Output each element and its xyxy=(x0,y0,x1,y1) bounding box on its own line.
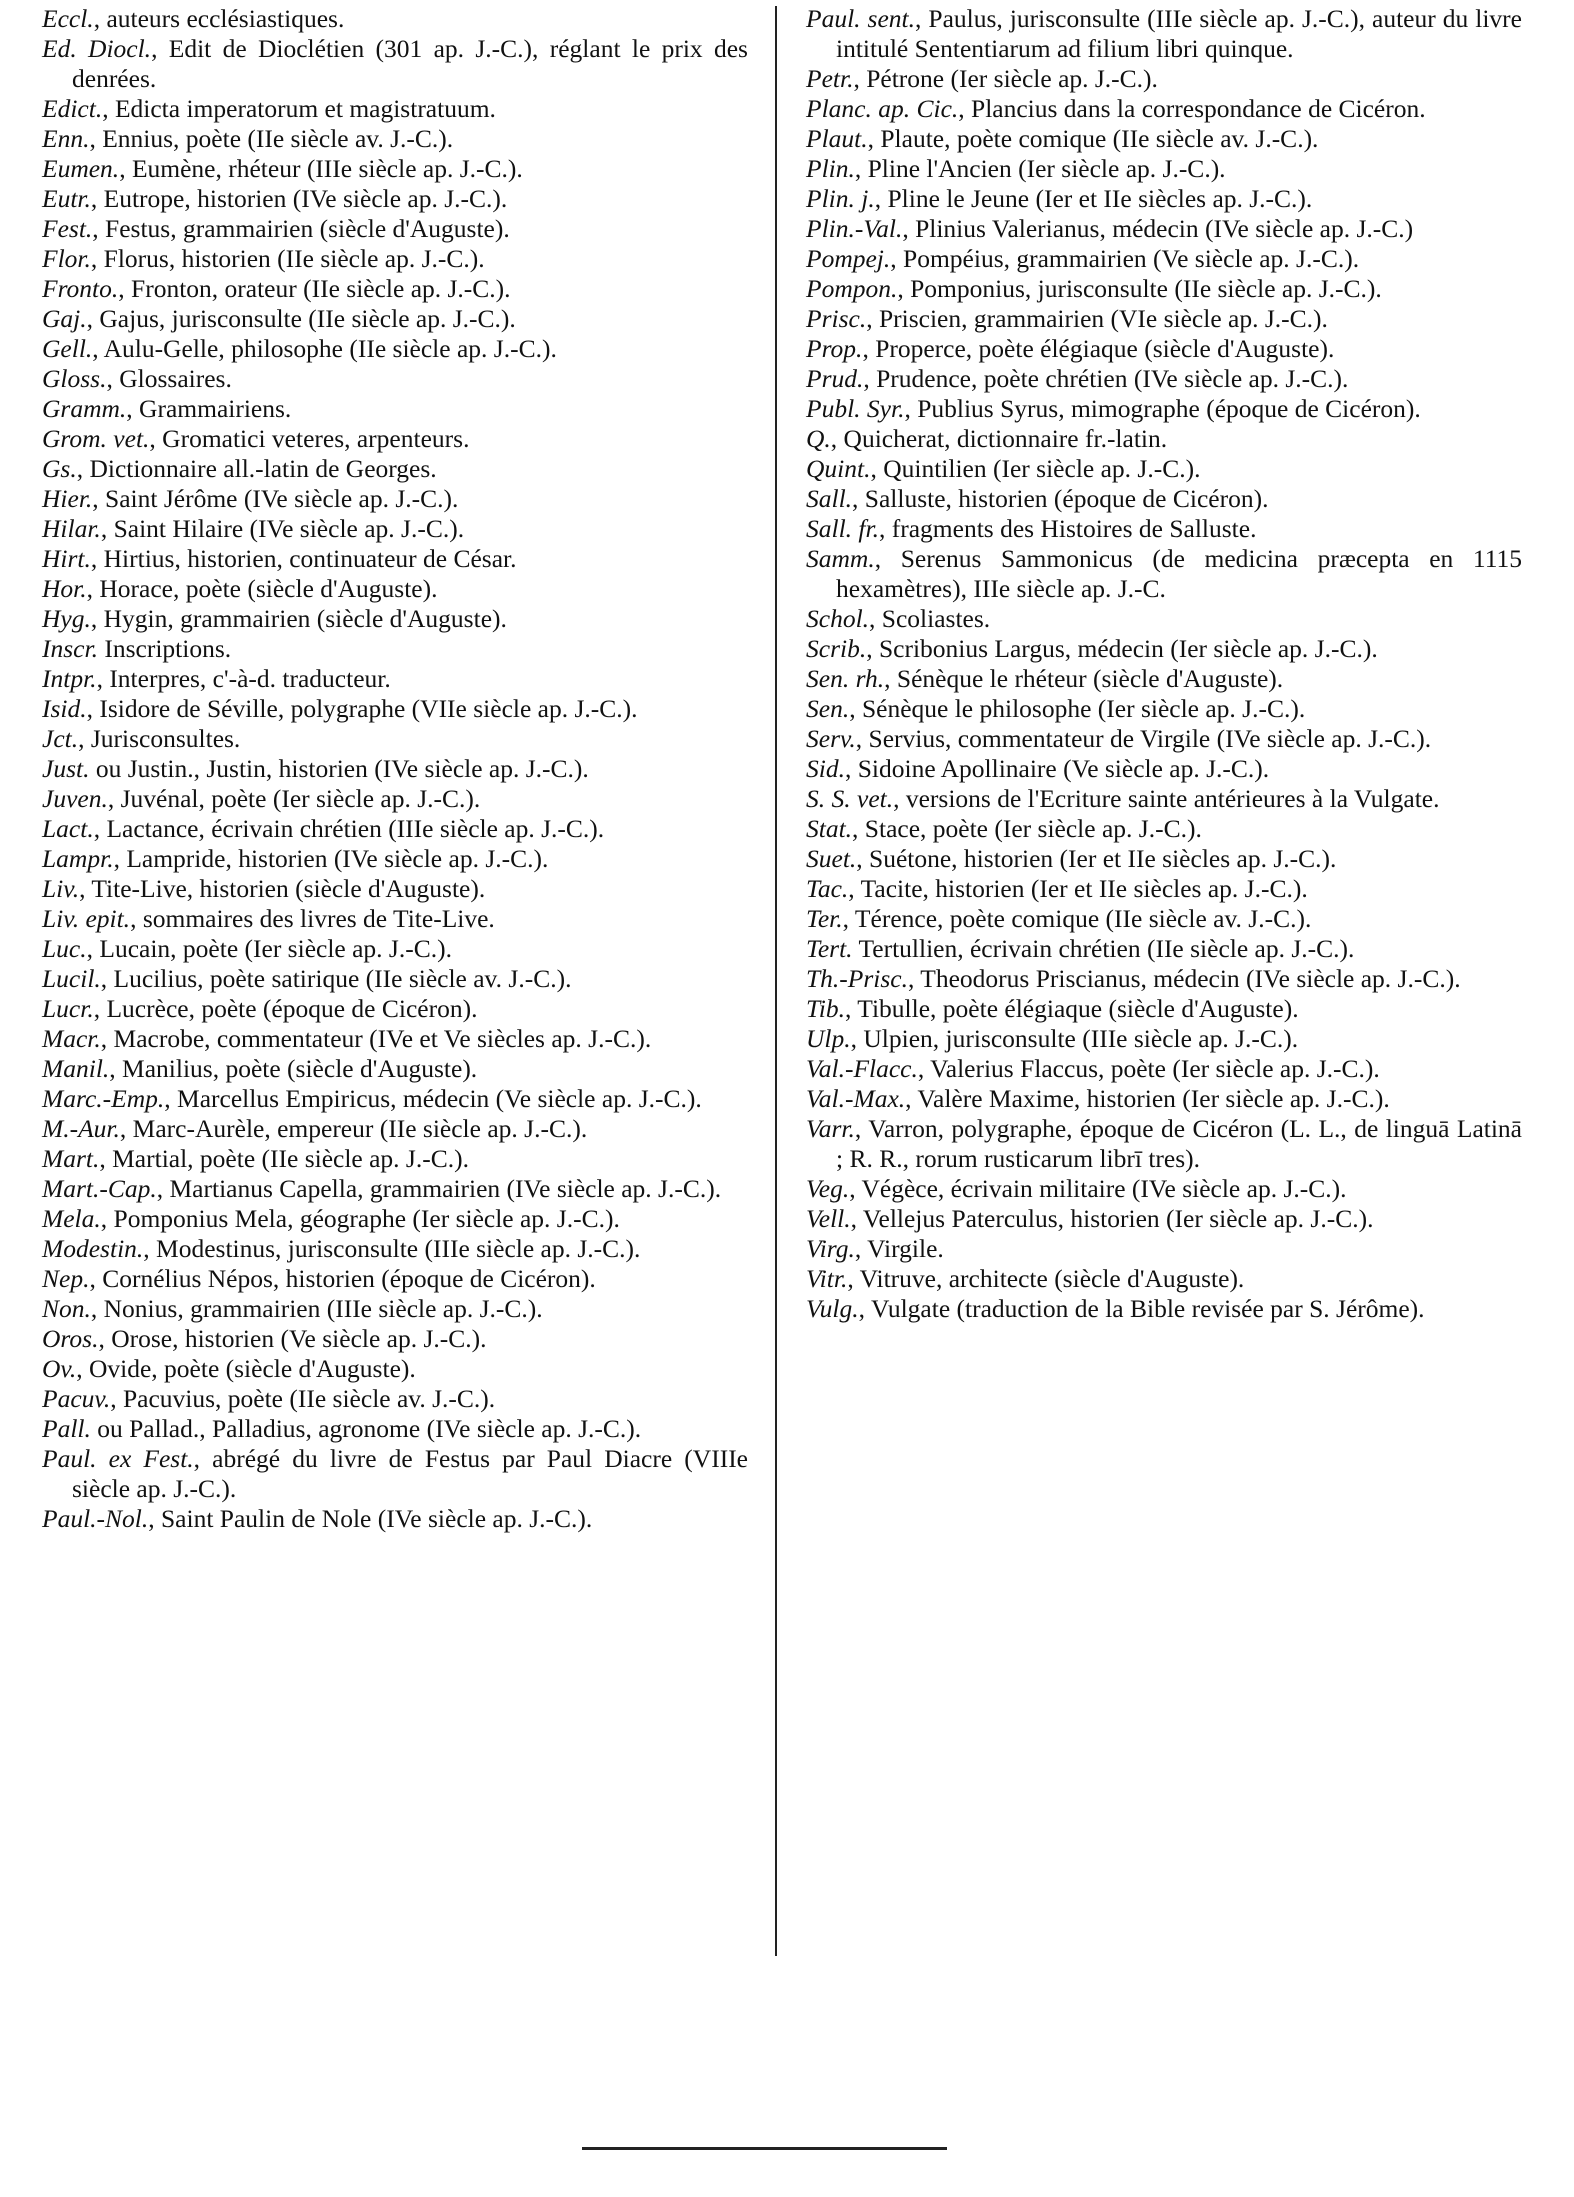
abbreviation: Paul.-Nol. xyxy=(42,1504,149,1533)
left-column xyxy=(42,4,748,1534)
definition: , Saint Paulin de Nole (IVe siècle ap. J.-C.). xyxy=(148,1504,593,1533)
abbreviation: Pompej. xyxy=(806,244,891,273)
definition: , Virgile. xyxy=(854,1234,944,1263)
definition: , Aulu-Gelle, philosophe (IIe siècle ap. J.-C.). xyxy=(92,334,557,363)
abbreviation: Liv. xyxy=(42,874,80,903)
abbreviation-entry xyxy=(42,124,748,154)
definition: , Grammairiens. xyxy=(126,394,292,423)
abbreviation: Jct. xyxy=(42,724,79,753)
definition: , Pacuvius, poète (IIe siècle av. J.-C.). xyxy=(110,1384,496,1413)
abbreviation-entry xyxy=(42,184,748,214)
abbreviation-entry xyxy=(42,1354,748,1384)
abbreviation-entry xyxy=(806,124,1522,154)
definition: , Ovide, poète (siècle d'Auguste). xyxy=(76,1354,416,1383)
abbreviation: Luc. xyxy=(42,934,87,963)
abbreviation-entry xyxy=(42,1294,748,1324)
abbreviation: Gell. xyxy=(42,334,93,363)
abbreviation-entry xyxy=(806,844,1522,874)
definition: Tertullien, écrivain chrétien (IIe siècle ap. J.-C.). xyxy=(852,934,1355,963)
abbreviation-entry xyxy=(806,1024,1522,1054)
abbreviation: Sall. fr. xyxy=(806,514,879,543)
definition: , Manilius, poète (siècle d'Auguste). xyxy=(109,1054,478,1083)
abbreviation-entry xyxy=(42,1264,748,1294)
abbreviation: Ter. xyxy=(806,904,843,933)
definition: , Theodorus Priscianus, médecin (IVe siècle ap. J.-C.). xyxy=(908,964,1461,993)
definition: , Priscien, grammairien (VIe siècle ap. J.-C.). xyxy=(866,304,1328,333)
definition: , Plaute, poète comique (IIe siècle av. J.-C.). xyxy=(867,124,1319,153)
definition: , Ennius, poète (IIe siècle av. J.-C.). xyxy=(89,124,454,153)
definition: , Prudence, poète chrétien (IVe siècle ap. J.-C.). xyxy=(863,364,1349,393)
abbreviation: Vulg. xyxy=(806,1294,859,1323)
abbreviation: Pompon. xyxy=(806,274,898,303)
abbreviation-entry xyxy=(806,394,1522,424)
abbreviation: Mela. xyxy=(42,1204,101,1233)
definition: , Serenus Sammonicus (de medicina præcepta en 1115 hexamètres), IIIe siècle ap. J.-C. xyxy=(836,544,1522,603)
abbreviation: Juven. xyxy=(42,784,108,813)
abbreviation: Tert. xyxy=(806,934,853,963)
column-divider xyxy=(775,6,777,1956)
abbreviation: Publ. Syr. xyxy=(806,394,905,423)
abbreviation-entry xyxy=(42,664,748,694)
definition: , Lactance, écrivain chrétien (IIIe siècle ap. J.-C.). xyxy=(93,814,605,843)
definition: , Saint Jérôme (IVe siècle ap. J.-C.). xyxy=(92,484,459,513)
abbreviation: Fronto. xyxy=(42,274,119,303)
definition: , Martial, poète (IIe siècle ap. J.-C.). xyxy=(99,1144,469,1173)
definition: , Marcellus Empiricus, médecin (Ve siècle ap. J.-C.). xyxy=(164,1084,702,1113)
abbreviation: Virg. xyxy=(806,1234,855,1263)
abbreviation-entry xyxy=(806,874,1522,904)
definition: , Lucain, poète (Ier siècle ap. J.-C.). xyxy=(86,934,452,963)
abbreviation: Plin. j. xyxy=(806,184,875,213)
abbreviation-entry xyxy=(806,64,1522,94)
definition: , fragments des Histoires de Salluste. xyxy=(878,514,1257,543)
definition: , Plancius dans la correspondance de Cicéron. xyxy=(958,94,1426,123)
abbreviation: Non. xyxy=(42,1294,91,1323)
abbreviation-entry xyxy=(42,724,748,754)
definition: , Valère Maxime, historien (Ier siècle ap. J.-C.). xyxy=(905,1084,1390,1113)
abbreviation-entry xyxy=(806,814,1522,844)
abbreviation-entry xyxy=(806,964,1522,994)
definition: , Scribonius Largus, médecin (Ier siècle ap. J.-C.). xyxy=(866,634,1378,663)
definition: , Hirtius, historien, continuateur de César. xyxy=(90,544,517,573)
abbreviation-entry xyxy=(42,4,748,34)
abbreviation-entry xyxy=(806,4,1522,64)
definition: , Suétone, historien (Ier et IIe siècles ap. J.-C.). xyxy=(856,844,1337,873)
abbreviation-entry xyxy=(42,1444,748,1504)
abbreviation: Stat. xyxy=(806,814,853,843)
abbreviation: Just. xyxy=(42,754,90,783)
abbreviation-entry xyxy=(806,724,1522,754)
abbreviation: Eccl. xyxy=(42,4,94,33)
abbreviation: Sen. xyxy=(806,694,850,723)
definition: , Festus, grammairien (siècle d'Auguste). xyxy=(92,214,510,243)
definition: , Florus, historien (IIe siècle ap. J.-C.). xyxy=(90,244,485,273)
abbreviation-entry xyxy=(806,94,1522,124)
abbreviation-entry xyxy=(806,1084,1522,1114)
abbreviation: Sid. xyxy=(806,754,845,783)
abbreviation: M.-Aur. xyxy=(42,1114,120,1143)
abbreviation: Fest. xyxy=(42,214,93,243)
definition: , Valerius Flaccus, poète (Ier siècle ap. J.-C.). xyxy=(917,1054,1380,1083)
abbreviation-entry xyxy=(42,274,748,304)
abbreviation-entry xyxy=(42,454,748,484)
abbreviation: Plin. xyxy=(806,154,855,183)
abbreviation-entry xyxy=(42,394,748,424)
abbreviation-entry xyxy=(42,1114,748,1144)
abbreviation: Planc. ap. Cic. xyxy=(806,94,959,123)
abbreviation-entry xyxy=(42,604,748,634)
definition: , sommaires des livres de Tite-Live. xyxy=(130,904,495,933)
definition: , Marc-Aurèle, empereur (IIe siècle ap. J.-C.). xyxy=(119,1114,588,1143)
abbreviation: Eutr. xyxy=(42,184,91,213)
definition: , Pomponius Mela, géographe (Ier siècle ap. J.-C.). xyxy=(100,1204,620,1233)
abbreviation-entry xyxy=(806,694,1522,724)
bottom-rule xyxy=(582,2147,947,2150)
abbreviation: Paul. ex Fest. xyxy=(42,1444,194,1473)
abbreviation-entry xyxy=(42,94,748,124)
abbreviation-entry xyxy=(42,154,748,184)
definition: , auteurs ecclésiastiques. xyxy=(93,4,345,33)
abbreviation-entry xyxy=(806,994,1522,1024)
right-column xyxy=(806,4,1522,1324)
abbreviation: Schol. xyxy=(806,604,870,633)
definition: , Saint Hilaire (IVe siècle ap. J.-C.). xyxy=(100,514,465,543)
definition: , Tibulle, poète élégiaque (siècle d'Auguste). xyxy=(845,994,1299,1023)
abbreviation-entry xyxy=(806,514,1522,544)
abbreviation-entry xyxy=(806,754,1522,784)
abbreviation: Pall. xyxy=(42,1414,91,1443)
definition: , Modestinus, jurisconsulte (IIIe siècle ap. J.-C.). xyxy=(143,1234,641,1263)
abbreviation-entry xyxy=(42,574,748,604)
abbreviation-entry xyxy=(42,544,748,574)
abbreviation-entry xyxy=(806,274,1522,304)
abbreviation-entry xyxy=(42,784,748,814)
abbreviation: Eumen. xyxy=(42,154,120,183)
abbreviation-entry xyxy=(42,1234,748,1264)
abbreviation: Manil. xyxy=(42,1054,110,1083)
abbreviation: Ed. Diocl. xyxy=(42,34,152,63)
abbreviation-entry xyxy=(42,1324,748,1354)
abbreviation: Mart.-Cap. xyxy=(42,1174,157,1203)
abbreviation-entry xyxy=(806,1114,1522,1174)
abbreviation-entry xyxy=(42,934,748,964)
definition: , Tite-Live, historien (siècle d'Auguste). xyxy=(79,874,486,903)
abbreviation: Prisc. xyxy=(806,304,867,333)
definition: , versions de l'Ecriture sainte antérieures à la Vulgate. xyxy=(893,784,1440,813)
abbreviation: Plin.-Val. xyxy=(806,214,903,243)
definition: , Ulpien, jurisconsulte (IIIe siècle ap. J.-C.). xyxy=(850,1024,1299,1053)
abbreviation: Isid. xyxy=(42,694,87,723)
abbreviation: Veg. xyxy=(806,1174,850,1203)
abbreviation-entry xyxy=(42,1504,748,1534)
abbreviation-entry xyxy=(806,1264,1522,1294)
abbreviation: Gramm. xyxy=(42,394,127,423)
abbreviation-entry xyxy=(806,1204,1522,1234)
definition: , Cornélius Népos, historien (époque de Cicéron). xyxy=(89,1264,596,1293)
abbreviation-entry xyxy=(42,1204,748,1234)
abbreviation-entry xyxy=(806,154,1522,184)
abbreviation-entry xyxy=(42,1144,748,1174)
abbreviation: Nep. xyxy=(42,1264,90,1293)
abbreviation-entry xyxy=(42,424,748,454)
abbreviation: Sen. rh. xyxy=(806,664,885,693)
abbreviation: Quint. xyxy=(806,454,871,483)
abbreviation-entry xyxy=(806,634,1522,664)
abbreviation: Scrib. xyxy=(806,634,867,663)
definition: , Gajus, jurisconsulte (IIe siècle ap. J.-C.). xyxy=(86,304,516,333)
definition: , Sidoine Apollinaire (Ve siècle ap. J.-C.). xyxy=(844,754,1270,783)
abbreviation: Varr. xyxy=(806,1114,855,1143)
abbreviation: Gs. xyxy=(42,454,77,483)
abbreviation-entry xyxy=(42,1414,748,1444)
abbreviation: Gaj. xyxy=(42,304,87,333)
abbreviation: Q. xyxy=(806,424,831,453)
abbreviation: Flor. xyxy=(42,244,91,273)
abbreviation-entry xyxy=(42,694,748,724)
abbreviation-entry xyxy=(42,484,748,514)
abbreviation: Enn. xyxy=(42,124,90,153)
abbreviation: Tib. xyxy=(806,994,845,1023)
abbreviation: Liv. epit. xyxy=(42,904,131,933)
abbreviation: Edict. xyxy=(42,94,103,123)
definition: , Juvénal, poète (Ier siècle ap. J.-C.). xyxy=(107,784,481,813)
definition: , Eumène, rhéteur (IIIe siècle ap. J.-C.). xyxy=(119,154,523,183)
abbreviation: Plaut. xyxy=(806,124,868,153)
definition: , Publius Syrus, mimographe (époque de Cicéron). xyxy=(904,394,1421,423)
abbreviation: Grom. vet. xyxy=(42,424,150,453)
definition: , Isidore de Séville, polygraphe (VIIe siècle ap. J.-C.). xyxy=(86,694,638,723)
definition: , Lampride, historien (IVe siècle ap. J.-C.). xyxy=(113,844,549,873)
abbreviation-entry xyxy=(806,184,1522,214)
abbreviation-entry xyxy=(806,244,1522,274)
definition: , Varron, polygraphe, époque de Cicéron (L. L., de linguā Latinā ; R. R., rorum rusticarum librī tres). xyxy=(836,1114,1522,1173)
abbreviation-entry xyxy=(42,814,748,844)
definition: , Vellejus Paterculus, historien (Ier siècle ap. J.-C.). xyxy=(850,1204,1374,1233)
definition: , Quicherat, dictionnaire fr.-latin. xyxy=(830,424,1168,453)
abbreviation-entry xyxy=(806,1234,1522,1264)
abbreviation: Inscr. xyxy=(42,634,98,663)
abbreviation: Lact. xyxy=(42,814,94,843)
definition: , Vulgate (traduction de la Bible revisée par S. Jérôme). xyxy=(858,1294,1425,1323)
abbreviation-entry xyxy=(42,1054,748,1084)
abbreviation-entry xyxy=(806,304,1522,334)
abbreviation: Gloss. xyxy=(42,364,107,393)
definition: , Edicta imperatorum et magistratuum. xyxy=(102,94,496,123)
abbreviation-entry xyxy=(42,994,748,1024)
abbreviation: Hor. xyxy=(42,574,87,603)
abbreviation: Th.-Prisc. xyxy=(806,964,908,993)
abbreviation-entry xyxy=(806,664,1522,694)
abbreviation: Paul. sent. xyxy=(806,4,916,33)
definition: , Fronton, orateur (IIe siècle ap. J.-C.). xyxy=(118,274,511,303)
definition: , Interpres, c'-à-d. traducteur. xyxy=(96,664,391,693)
abbreviation: Val.-Max. xyxy=(806,1084,906,1113)
abbreviation: Petr. xyxy=(806,64,854,93)
abbreviation-entry xyxy=(806,454,1522,484)
abbreviation-entry xyxy=(806,544,1522,604)
definition: , Hygin, grammairien (siècle d'Auguste). xyxy=(90,604,507,633)
abbreviation: Oros. xyxy=(42,1324,99,1353)
definition: , Jurisconsultes. xyxy=(78,724,241,753)
definition: , Dictionnaire all.-latin de Georges. xyxy=(76,454,437,483)
abbreviation-entry xyxy=(42,364,748,394)
abbreviation-entry xyxy=(42,874,748,904)
abbreviation-entry xyxy=(806,784,1522,814)
abbreviation-entry xyxy=(42,34,748,94)
abbreviation: Ulp. xyxy=(806,1024,851,1053)
abbreviation: Marc.-Emp. xyxy=(42,1084,165,1113)
abbreviation-entry xyxy=(42,844,748,874)
abbreviation: Intpr. xyxy=(42,664,97,693)
definition: , Servius, commentateur de Virgile (IVe siècle ap. J.-C.). xyxy=(855,724,1432,753)
definition: , Pline le Jeune (Ier et IIe siècles ap. J.-C.). xyxy=(874,184,1313,213)
abbreviation: S. S. vet. xyxy=(806,784,894,813)
definition: , Sénèque le philosophe (Ier siècle ap. J.-C.). xyxy=(849,694,1306,723)
abbreviation-entry xyxy=(42,1174,748,1204)
definition: , Eutrope, historien (IVe siècle ap. J.-C.). xyxy=(90,184,508,213)
definition: , Paulus, jurisconsulte (IIIe siècle ap. J.-C.), auteur du livre intitulé Sententiarum ad filium libri quinque. xyxy=(836,4,1522,63)
definition: ou Pallad., Palladius, agronome (IVe siècle ap. J.-C.). xyxy=(90,1414,642,1443)
abbreviation-entry xyxy=(806,1054,1522,1084)
abbreviation-entry xyxy=(42,514,748,544)
abbreviation-entry xyxy=(42,1384,748,1414)
abbreviation: Tac. xyxy=(806,874,849,903)
abbreviation: Serv. xyxy=(806,724,856,753)
abbreviation: Vitr. xyxy=(806,1264,848,1293)
abbreviation: Macr. xyxy=(42,1024,101,1053)
definition: , Edit de Dioclétien (301 ap. J.-C.), réglant le prix des denrées. xyxy=(72,34,748,93)
definition: , Plinius Valerianus, médecin (IVe siècle ap. J.-C.) xyxy=(902,214,1414,243)
abbreviation: Hier. xyxy=(42,484,93,513)
definition: , Pomponius, jurisconsulte (IIe siècle ap. J.-C.). xyxy=(897,274,1382,303)
definition: , Térence, poète comique (IIe siècle av. J.-C.). xyxy=(842,904,1312,933)
definition: , Sénèque le rhéteur (siècle d'Auguste). xyxy=(884,664,1284,693)
abbreviation: Lucr. xyxy=(42,994,94,1023)
abbreviation-entry xyxy=(806,934,1522,964)
abbreviation: Vell. xyxy=(806,1204,851,1233)
definition: , Pompéius, grammairien (Ve siècle ap. J.-C.). xyxy=(890,244,1360,273)
abbreviation: Hilar. xyxy=(42,514,101,543)
abbreviation-entry xyxy=(806,484,1522,514)
abbreviation: Hirt. xyxy=(42,544,91,573)
definition: , Vitruve, architecte (siècle d'Auguste). xyxy=(847,1264,1245,1293)
definition: , Pétrone (Ier siècle ap. J.-C.). xyxy=(853,64,1158,93)
definition: , Scoliastes. xyxy=(869,604,991,633)
definition: , Martianus Capella, grammairien (IVe siècle ap. J.-C.). xyxy=(156,1174,722,1203)
definition: , Lucrèce, poète (époque de Cicéron). xyxy=(93,994,478,1023)
definition: , Quintilien (Ier siècle ap. J.-C.). xyxy=(870,454,1201,483)
definition: , Macrobe, commentateur (IVe et Ve siècles ap. J.-C.). xyxy=(100,1024,652,1053)
definition: , abrégé du livre de Festus par Paul Diacre (VIIIe siècle ap. J.-C.). xyxy=(72,1444,748,1503)
definition: , Glossaires. xyxy=(106,364,232,393)
definition: , Orose, historien (Ve siècle ap. J.-C.). xyxy=(98,1324,487,1353)
abbreviation: Pacuv. xyxy=(42,1384,111,1413)
abbreviation: Modestin. xyxy=(42,1234,144,1263)
definition: , Pline l'Ancien (Ier siècle ap. J.-C.). xyxy=(854,154,1226,183)
definition: , Tacite, historien (Ier et IIe siècles ap. J.-C.). xyxy=(848,874,1308,903)
abbreviation-entry xyxy=(806,334,1522,364)
abbreviation: Prud. xyxy=(806,364,864,393)
abbreviation: Suet. xyxy=(806,844,857,873)
definition: , Lucilius, poète satirique (IIe siècle av. J.-C.). xyxy=(100,964,572,993)
abbreviation-entry xyxy=(42,634,748,664)
abbreviation: Hyg. xyxy=(42,604,91,633)
abbreviation-entry xyxy=(42,1084,748,1114)
abbreviation-entry xyxy=(806,364,1522,394)
abbreviation: Val.-Flacc. xyxy=(806,1054,918,1083)
definition: , Properce, poète élégiaque (siècle d'Auguste). xyxy=(862,334,1335,363)
abbreviation-entry xyxy=(42,904,748,934)
abbreviation: Lucil. xyxy=(42,964,101,993)
definition: , Horace, poète (siècle d'Auguste). xyxy=(86,574,438,603)
abbreviation-entry xyxy=(42,964,748,994)
abbreviation-entry xyxy=(806,604,1522,634)
abbreviation-entry xyxy=(806,1174,1522,1204)
abbreviation-entry xyxy=(42,214,748,244)
abbreviation-entry xyxy=(806,214,1522,244)
definition: , Gromatici veteres, arpenteurs. xyxy=(149,424,470,453)
definition: , Salluste, historien (époque de Cicéron). xyxy=(852,484,1269,513)
abbreviation-entry xyxy=(42,1024,748,1054)
definition: Inscriptions. xyxy=(97,634,232,663)
abbreviation: Sall. xyxy=(806,484,853,513)
abbreviation-entry xyxy=(42,304,748,334)
abbreviation-entry xyxy=(806,904,1522,934)
abbreviation: Prop. xyxy=(806,334,863,363)
abbreviation-entry xyxy=(806,424,1522,454)
abbreviation: Lampr. xyxy=(42,844,114,873)
definition: , Végèce, écrivain militaire (IVe siècle ap. J.-C.). xyxy=(849,1174,1347,1203)
definition: , Stace, poète (Ier siècle ap. J.-C.). xyxy=(852,814,1202,843)
abbreviation: Mart. xyxy=(42,1144,100,1173)
abbreviation-entry xyxy=(806,1294,1522,1324)
abbreviation-entry xyxy=(42,754,748,784)
abbreviation-entry xyxy=(42,244,748,274)
abbreviation-entry xyxy=(42,334,748,364)
abbreviation: Samm. xyxy=(806,544,875,573)
abbreviation: Ov. xyxy=(42,1354,77,1383)
definition: , Nonius, grammairien (IIIe siècle ap. J.-C.). xyxy=(90,1294,543,1323)
definition: ou Justin., Justin, historien (IVe siècle ap. J.-C.). xyxy=(89,754,589,783)
